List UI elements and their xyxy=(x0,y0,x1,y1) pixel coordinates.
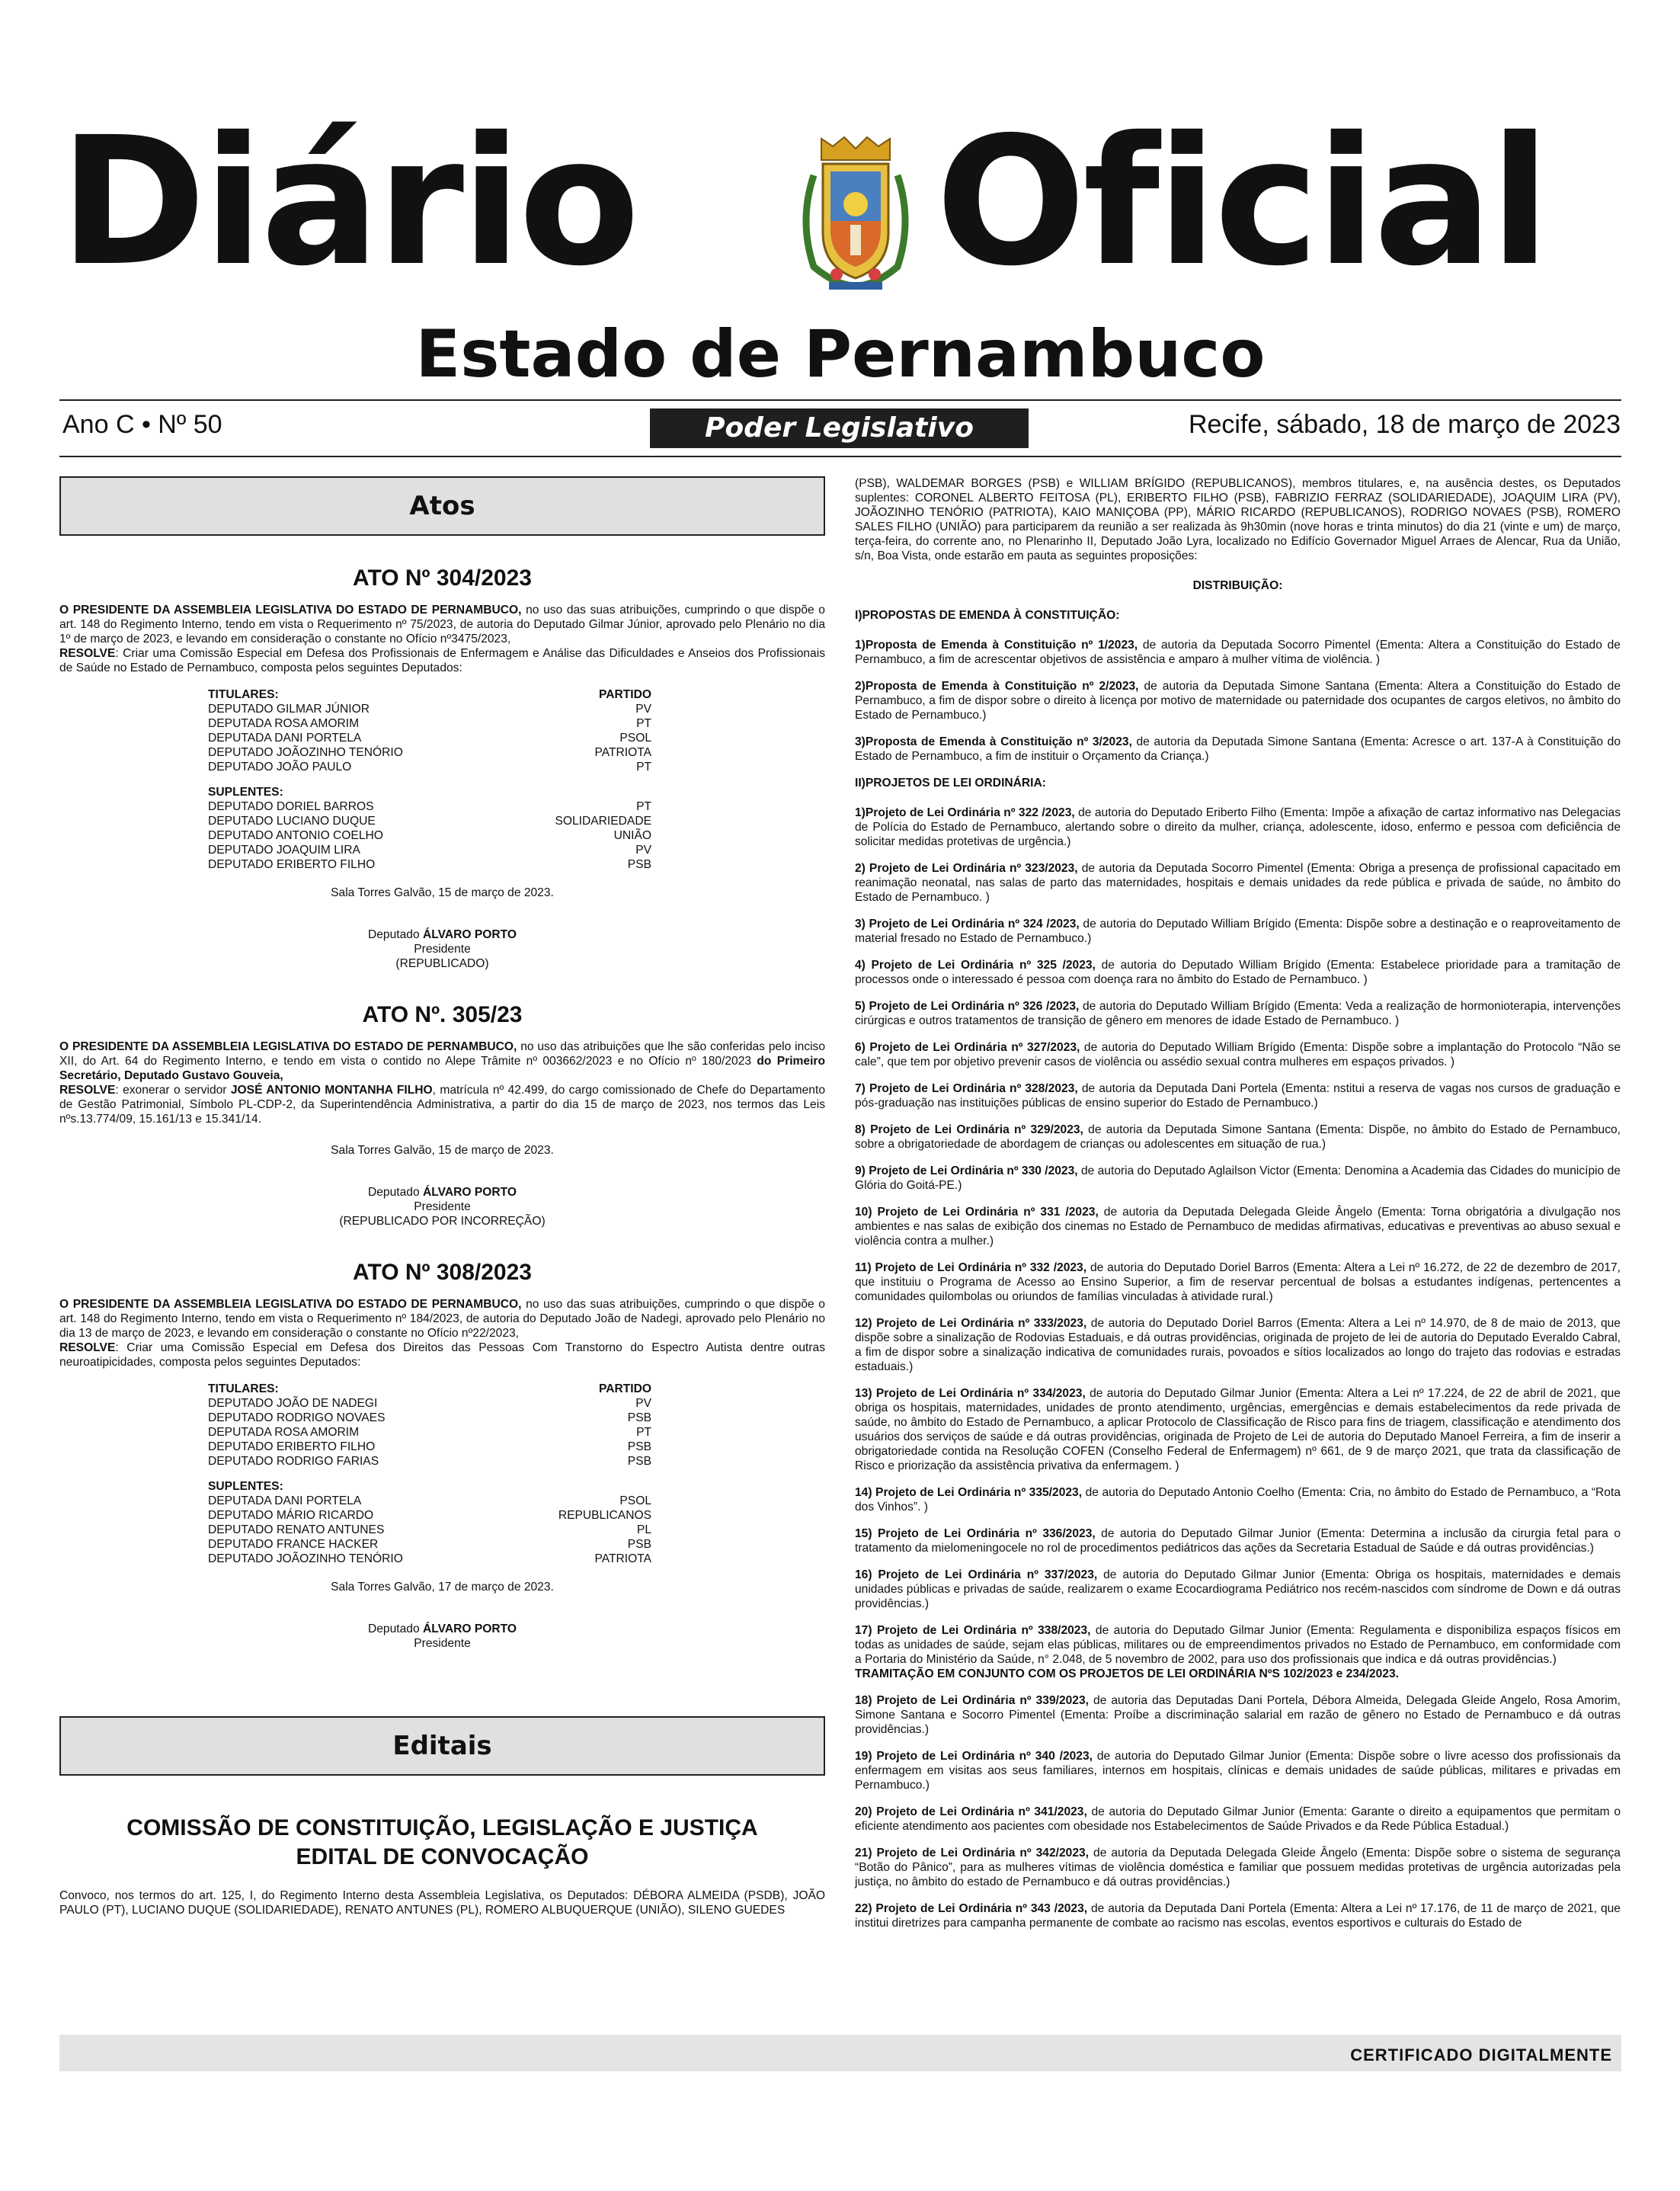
table-row xyxy=(208,702,651,716)
proposition-label: 21) Projeto de Lei Ordinária nº 342/2023, xyxy=(855,1847,1089,1859)
right-column xyxy=(855,476,1621,1943)
signature-role: Presidente xyxy=(414,1200,471,1213)
member-name: DEPUTADA ROSA AMORIM xyxy=(208,717,360,730)
ato-304-text: no uso das suas atribuições, cumprindo o que dispõe o art. 148 do Regimento Interno, tendo em vista o Requerimento nº 75/2023, de autoria do Deputado Gilmar Júnior, aprovado pelo Plenário no dia 1º de março de 2023, e levando em consideração o constante no Ofício nº3475/2023, xyxy=(59,604,825,645)
list-item xyxy=(855,806,1621,849)
masthead-title-part2: Oficial xyxy=(936,99,1547,305)
ato-305-preamble xyxy=(59,1039,825,1083)
table-row xyxy=(208,1454,651,1469)
proposition-text: de autoria do Deputado Gilmar Junior (Ementa: Dispõe sobre o livre acesso dos profissionais da enfermagem em visitas aos seus familiares, internos em hospitais, clínicas e demais unidades de saúde públicas, militares e privadas em Pernambuco.) xyxy=(855,1750,1621,1792)
list-item xyxy=(855,1316,1621,1374)
member-party: PT xyxy=(636,761,651,774)
edital-intro: Convoco, nos termos do art. 125, I, do Regimento Interno desta Assembleia Legislativa, os Deputados: DÉBORA ALMEIDA (PSDB), JOÃO PAULO (PT), LUCIANO DUQUE (SOLIDARIEDADE), RENATO ANTUNES (PL), ROMERO ALBUQUERQUE (UNIÃO), SILENO GUEDES xyxy=(59,1889,825,1917)
proposition-text: de autoria do Deputado Gilmar Junior (Ementa: Regulamenta e disponibiliza espaços físicos em todas as unidades de saúde, sejam elas públicas, militares ou de empreendimentos privados no Estado de Pernambuco, em conformidade com a Portaria do Ministério da Saúde, n° 2.048, de 5 novembro de 2002, para uso dos profissionais que indica e dá outras providências.) xyxy=(855,1624,1621,1666)
left-column xyxy=(59,476,825,1917)
servant-name: JOSÉ ANTONIO MONTANHA FILHO xyxy=(230,1084,433,1097)
table-row xyxy=(208,1494,651,1508)
ato-308-resolve xyxy=(59,1341,825,1369)
list-item xyxy=(855,1164,1621,1193)
proposition-label: 14) Projeto de Lei Ordinária nº 335/2023, xyxy=(855,1486,1083,1499)
ato-308-authority: O PRESIDENTE DA ASSEMBLEIA LEGISLATIVA DO ESTADO DE PERNAMBUCO, xyxy=(59,1298,522,1311)
joint-processing-note: TRAMITAÇÃO EM CONJUNTO COM OS PROJETOS DE LEI ORDINÁRIA NºS 102/2023 e 234/2023. xyxy=(855,1667,1399,1680)
proposition-text: de autoria do Deputado Aglailson Victor (Ementa: Denomina a Academia das Cidades do município de Glória do Goitá-PE.) xyxy=(855,1164,1621,1192)
proposition-label: 22) Projeto de Lei Ordinária nº 343 /2023, xyxy=(855,1902,1088,1915)
proposition-label: 3)Proposta de Emenda à Constituição nº 3/2023, xyxy=(855,735,1132,748)
proposition-text: de autoria do Deputado Gilmar Junior (Ementa: Determina a inclusão da cirurgia fetal para o tratamento da mielomeningocele no rol de procedimentos pediátricos das ações da Secretaria Estadual de Saúde e dá outras providências.) xyxy=(855,1527,1621,1555)
ato-304-signature xyxy=(59,927,825,942)
table-row xyxy=(208,1537,651,1552)
ato-308-members-table xyxy=(208,1382,651,1566)
ato-304-resolve-text: : Criar uma Comissão Especial em Defesa dos Profissionais de Enfermagem e Análise das Dificuldades e Anseios dos Profissionais de Saúde no Estado de Pernambuco, composta pelos seguintes Deputados: xyxy=(59,647,825,674)
list-item xyxy=(855,1901,1621,1930)
list-item xyxy=(855,735,1621,764)
list-item xyxy=(855,1526,1621,1555)
proposition-label: 13) Projeto de Lei Ordinária nº 334/2023, xyxy=(855,1387,1086,1400)
resolve-label: RESOLVE xyxy=(59,647,116,660)
edition-number: Ano C • Nº 50 xyxy=(62,410,222,439)
issue-date: Recife, sábado, 18 de março de 2023 xyxy=(1188,410,1621,439)
ato-304-note: (REPUBLICADO) xyxy=(395,957,489,970)
proposition-text: de autoria do Deputado Antonio Coelho (Ementa: Cria, no âmbito do Estado de Pernambuco, a “Rota dos Vinhos”. ) xyxy=(855,1486,1621,1514)
list-item xyxy=(855,1040,1621,1069)
partido-label: PARTIDO xyxy=(598,1382,651,1395)
proposition-text: de autoria do Deputado William Brígido (Ementa: Veda a realização de hormonioterapia, intervenções cirúrgicas e outros tratamentos de transição de gênero em menores de idade Estado de Pernambuco. ) xyxy=(855,1000,1621,1027)
table-row xyxy=(208,745,651,760)
table-row xyxy=(208,1396,651,1411)
table-row xyxy=(208,1411,651,1425)
proposition-label: 7) Projeto de Lei Ordinária nº 328/2023, xyxy=(855,1082,1078,1095)
ato-304-place-date: Sala Torres Galvão, 15 de março de 2023. xyxy=(331,886,554,899)
table-row xyxy=(208,1508,651,1523)
table-row xyxy=(208,731,651,745)
proposition-label: 5) Projeto de Lei Ordinária nº 326 /2023, xyxy=(855,1000,1080,1013)
proposition-text: de autoria do Deputado Gilmar Junior (Ementa: Garante o direito a equipamentos que permitam o eficiente atendimento aos pacientes com obesidade nos Estabelecimentos de Saúde Privados e da Rede Pública Estadual.) xyxy=(855,1805,1621,1833)
proposition-label: 2) Projeto de Lei Ordinária nº 323/2023, xyxy=(855,862,1078,875)
member-party: PSB xyxy=(627,1440,651,1453)
partido-label: PARTIDO xyxy=(598,688,651,701)
member-party: PSOL xyxy=(619,1494,651,1507)
signature-role: Presidente xyxy=(414,1637,471,1650)
member-party: PATRIOTA xyxy=(594,746,651,759)
edital-title-line2: EDITAL DE CONVOCAÇÃO xyxy=(296,1844,589,1869)
pl-list xyxy=(855,806,1621,1930)
ato-305-authority: O PRESIDENTE DA ASSEMBLEIA LEGISLATIVA DO ESTADO DE PERNAMBUCO, xyxy=(59,1040,517,1053)
suplentes-label: SUPLENTES: xyxy=(208,786,283,799)
list-item xyxy=(855,1123,1621,1152)
distribuicao-heading: DISTRIBUIÇÃO: xyxy=(1192,579,1283,592)
member-name: DEPUTADO FRANCE HACKER xyxy=(208,1538,379,1551)
proposition-label: 15) Projeto de Lei Ordinária nº 336/2023, xyxy=(855,1527,1096,1540)
ato-305-signature xyxy=(59,1185,825,1200)
header-rule-top xyxy=(59,399,1621,401)
list-item xyxy=(855,1260,1621,1304)
ato-308-title: ATO Nº 308/2023 xyxy=(353,1260,532,1285)
member-name: DEPUTADA ROSA AMORIM xyxy=(208,1426,360,1439)
proposition-label: 11) Projeto de Lei Ordinária nº 332 /2023, xyxy=(855,1261,1087,1274)
table-row xyxy=(208,760,651,774)
signature-prefix: Deputado xyxy=(367,928,420,941)
signature-name: ÁLVARO PORTO xyxy=(422,1622,517,1635)
list-item xyxy=(855,679,1621,722)
proposition-label: 3) Projeto de Lei Ordinária nº 324 /2023, xyxy=(855,918,1080,931)
ato-305-note: (REPUBLICADO POR INCORREÇÃO) xyxy=(339,1215,546,1228)
member-party: PSB xyxy=(627,858,651,871)
footer-bar xyxy=(59,2035,1621,2071)
ato-305-secretary: do Primeiro Secretário, Deputado Gustavo Gouveia, xyxy=(59,1055,825,1082)
proposition-text: de autoria da Deputada Socorro Pimentel (Ementa: Obriga a presença de profissional capacitado em reanimação neonatal, nas salas de parto das maternidades, hospitais e demais unidades da rede pública e privada de saúde, no âmbito do Estado de Pernambuco. ) xyxy=(855,862,1621,904)
proposition-text: de autoria do Deputado Eriberto Filho (Ementa: Impõe a afixação de cartaz informativo nas Delegacias de Polícia do Estado de Pernambuco, alertando sobre o direito da mulher, criança, adolescente, idoso, enfermo e pessoa com deficiência de solicitar medidas protetivas de urgência.) xyxy=(855,806,1621,848)
proposition-label: 2)Proposta de Emenda à Constituição nº 2/2023, xyxy=(855,680,1139,693)
proposition-text: de autoria das Deputadas Dani Portela, Débora Almeida, Delegada Gleide Angelo, Rosa Amorim, Simone Santana e Socorro Pimentel (Ementa: Proíbe a discriminação salarial em razão de gênero no Estado de Pernambuco e dá outras providências.) xyxy=(855,1694,1621,1736)
ato-304-resolve xyxy=(59,646,825,675)
member-party: PL xyxy=(636,1523,651,1536)
ato-305-resolve-text: : exonerar o servidor xyxy=(115,1084,227,1097)
table-row xyxy=(208,1552,651,1566)
edital-title-line1: COMISSÃO DE CONSTITUIÇÃO, LEGISLAÇÃO E JUSTIÇA xyxy=(126,1815,758,1840)
proposition-text: de autoria da Deputada Simone Santana (Ementa: Dispõe, no âmbito do Estado de Pernambuco, sobre a obrigatoriedade de abordagem de crianças ou adolescentes em situação de rua.) xyxy=(855,1123,1621,1151)
edital-continuation: (PSB), WALDEMAR BORGES (PSB) e WILLIAM BRÍGIDO (REPUBLICANOS), membros titulares, e, na ausência destes, os Deputados suplentes: CORONEL ALBERTO FEITOSA (PL), ERIBERTO FILHO (PSB), FABRIZIO FERRAZ (SOLIDARIEDADE), JOAQUIM LIRA (PV), JOÃOZINHO TENÓRIO (PATRIOTA), KAIO MANIÇOBA (PP), MÁRIO RICARDO (REPUBLICANOS), RODRIGO NOVAES (PSB), ROMERO SALES FILHO (UNIÃO) para participarem da reunião a ser realizada às 9h30min (nove horas e trinta minutos) do dia 21 (vinte e um) de março, terça-feira, do corrente ano, no Plenarinho II, Deputado João Lyra, localizado no Edifício Governador Miguel Arraes de Alencar, Rua da União, s/n, Boa Vista, onde estarão em pauta as seguintes proposições: xyxy=(855,477,1621,562)
table-row xyxy=(208,1440,651,1454)
proposition-label: 9) Projeto de Lei Ordinária nº 330 /2023, xyxy=(855,1164,1078,1177)
proposition-label: 16) Projeto de Lei Ordinária nº 337/2023, xyxy=(855,1568,1098,1581)
proposition-label: 17) Projeto de Lei Ordinária nº 338/2023, xyxy=(855,1624,1091,1637)
member-name: DEPUTADO DORIEL BARROS xyxy=(208,800,374,813)
edital-title xyxy=(59,1814,825,1872)
table-row xyxy=(208,814,651,828)
proposition-text: de autoria do Deputado Gilmar Junior (Ementa: Altera a Lei nº 17.224, de 22 de abril de 2021, que obriga os hospitais, maternidades, unidades de pronto atendimento, urgências, emergências e demais estabelecimentos da rede privada de saúde, no âmbito do Estado de Pernambuco, a aplicar Protocolo de Classificação de Risco para fins de triagem, classificação e atendimento dos usuários dos serviços de saúde e dá outras providências, originada de Projeto de Lei de autoria do Deputado Manoel Ferreira, a fim de inserir a obrigatoriedade contida na Resolução COFEN (Conselho Federal de Enfermagem) nº 661, de 9 de março 2021, que trata da classificação de Risco e priorização da assistência privativa da enfermagem. ) xyxy=(855,1387,1621,1472)
proposition-text: de autoria da Deputada Simone Santana (Ementa: Altera a Constituição do Estado de Pernambuco, a fim de dispor sobre o direito à licença por motivo de maternidade ou paternidade dos ocupantes de cargos eletivos, no âmbito do Estado de Pernambuco.) xyxy=(855,680,1621,722)
member-name: DEPUTADO JOÃOZINHO TENÓRIO xyxy=(208,746,403,759)
list-item xyxy=(855,1749,1621,1792)
certificado-label: CERTIFICADO DIGITALMENTE xyxy=(1350,2045,1612,2064)
member-name: DEPUTADO ERIBERTO FILHO xyxy=(208,1440,376,1453)
member-party: UNIÃO xyxy=(613,829,651,842)
list-item xyxy=(855,1805,1621,1834)
proposition-label: 19) Projeto de Lei Ordinária nº 340 /2023, xyxy=(855,1750,1093,1763)
signature-name: ÁLVARO PORTO xyxy=(422,1186,517,1199)
proposition-label: 1)Proposta de Emenda à Constituição nº 1/2023, xyxy=(855,639,1138,652)
proposition-text: de autoria da Deputada Dani Portela (Ementa: nstitui a reserva de vagas nos cursos de graduação e pós-graduação nas instituições públicas de ensino superior do Estado de Pernambuco.) xyxy=(855,1082,1621,1110)
resolve-label: RESOLVE xyxy=(59,1341,116,1354)
member-party: SOLIDARIEDADE xyxy=(555,815,651,828)
member-party: PATRIOTA xyxy=(594,1552,651,1565)
coat-of-arms-emblem xyxy=(783,130,928,297)
list-item xyxy=(855,1485,1621,1514)
list-item xyxy=(855,999,1621,1028)
member-name: DEPUTADO MÁRIO RICARDO xyxy=(208,1509,374,1522)
table-row xyxy=(208,828,651,843)
member-party: PSB xyxy=(627,1411,651,1424)
member-name: DEPUTADO RODRIGO NOVAES xyxy=(208,1411,386,1424)
member-party: PV xyxy=(635,703,651,716)
proposition-label: 8) Projeto de Lei Ordinária nº 329/2023, xyxy=(855,1123,1083,1136)
table-row xyxy=(208,843,651,857)
masthead-state: Estado de Pernambuco xyxy=(415,316,1266,392)
member-name: DEPUTADO GILMAR JÚNIOR xyxy=(208,703,370,716)
ato-305-title: ATO Nº. 305/23 xyxy=(362,1002,523,1027)
member-name: DEPUTADO JOÃO PAULO xyxy=(208,761,352,774)
list-item xyxy=(855,638,1621,667)
proposition-text: de autoria do Deputado Gilmar Junior (Ementa: Obriga os hospitais, maternidades e demais unidades públicas e privadas de saúde, realizarem o exame Ecocardiograma Pediátrico nos recém-nascidos com síndrome de Down e dá outras providências.) xyxy=(855,1568,1621,1610)
member-party: PSB xyxy=(627,1538,651,1551)
branch-label: Poder Legislativo xyxy=(650,408,1029,448)
member-party: REPUBLICANOS xyxy=(558,1509,651,1522)
proposition-text: de autoria da Deputada Delegada Gleide Ângelo (Ementa: Dispõe sobre o sistema de segurança “Botão do Pânico”, para as mulheres vítimas de violência doméstica e familiar que possuem medidas protetivas de urgência autorizadas pela justiça, no âmbito do estado de Pernambuco e dá outras providências.) xyxy=(855,1847,1621,1888)
ato-305-place-date: Sala Torres Galvão, 15 de março de 2023. xyxy=(331,1144,554,1157)
ato-308-resolve-text: : Criar uma Comissão Especial em Defesa dos Direitos das Pessoas Com Transtorno do Espectro Autista dentre outras neuroatipicidades, composta pelos seguintes Deputados: xyxy=(59,1341,825,1369)
list-item xyxy=(855,1205,1621,1248)
member-name: DEPUTADO ERIBERTO FILHO xyxy=(208,858,376,871)
list-item xyxy=(855,1846,1621,1889)
list-item xyxy=(855,917,1621,946)
proposition-text: de autoria do Deputado William Brígido (Ementa: Estabelece prioridade para a tramitação de processos onde o interessado é pessoa com doença rara no âmbito do Estado de Pernambuco. ) xyxy=(855,959,1621,986)
member-name: DEPUTADA DANI PORTELA xyxy=(208,732,362,745)
proposition-text: de autoria do Deputado William Brígido (Ementa: Dispõe sobre a destinação e o reaproveitamento de material fresado no Estado de Pernambuco.) xyxy=(855,918,1621,945)
table-row xyxy=(208,857,651,872)
signature-prefix: Deputado xyxy=(367,1622,420,1635)
proposition-label: 20) Projeto de Lei Ordinária nº 341/2023, xyxy=(855,1805,1087,1818)
table-row xyxy=(208,1425,651,1440)
table-row xyxy=(208,716,651,731)
proposition-text: de autoria da Deputada Delegada Gleide Ângelo (Ementa: Torna obrigatória a divulgação nos ambientes e nas salas de exibição dos cinemas no Estado de Pernambuco de medidas afirmativas, educativas e preventivas ao abuso sexual e violência contra a mulher.) xyxy=(855,1206,1621,1248)
table-row xyxy=(208,1523,651,1537)
ato-308-signature xyxy=(59,1622,825,1636)
pec-heading: I)PROPOSTAS DE EMENDA À CONSTITUIÇÃO: xyxy=(855,609,1120,622)
list-item xyxy=(855,861,1621,905)
ato-304-preamble xyxy=(59,603,825,646)
titulares-label: TITULARES: xyxy=(208,688,279,701)
ato-305-resolve-text2: , matrícula nº 42.499, do cargo comissionado de Chefe do Departamento de Gestão Patrimonial, Símbolo PL-CDP-2, da Superintendência Administrativa, a partir do dia 15 de março de 2023, nos termos das Leis nºs.13.774/09, 15.161/13 e 15.341/14. xyxy=(59,1084,825,1126)
proposition-label: 12) Projeto de Lei Ordinária nº 333/2023, xyxy=(855,1317,1087,1330)
masthead xyxy=(59,99,1621,392)
signature-name: ÁLVARO PORTO xyxy=(422,928,517,941)
proposition-text: de autoria da Deputada Simone Santana (Ementa: Acresce o art. 137-A à Constituição do Estado de Pernambuco, a fim de instituir o Orçamento da Criança.) xyxy=(855,735,1621,763)
header-rule-bottom xyxy=(59,456,1621,457)
member-name: DEPUTADO RODRIGO FARIAS xyxy=(208,1455,379,1468)
member-party: PT xyxy=(636,800,651,813)
member-party: PSOL xyxy=(619,732,651,745)
suplentes-label: SUPLENTES: xyxy=(208,1480,283,1493)
table-row xyxy=(208,799,651,814)
member-name: DEPUTADO RENATO ANTUNES xyxy=(208,1523,385,1536)
signature-prefix: Deputado xyxy=(367,1186,420,1199)
pl-heading: II)PROJETOS DE LEI ORDINÁRIA: xyxy=(855,777,1046,790)
proposition-label: 18) Projeto de Lei Ordinária nº 339/2023, xyxy=(855,1694,1089,1707)
member-party: PT xyxy=(636,1426,651,1439)
list-item xyxy=(855,1386,1621,1473)
proposition-text: de autoria da Deputada Dani Portela (Ementa: Altera a Lei nº 17.176, de 11 de março de 2021, que institui diretrizes para campanha permanente de combate ao racismo nas escolas, eventos esportivos e culturais do Estado de xyxy=(855,1902,1621,1930)
proposition-label: 10) Projeto de Lei Ordinária nº 331 /2023, xyxy=(855,1206,1099,1219)
section-atos: Atos xyxy=(59,476,825,536)
proposition-label: 1)Projeto de Lei Ordinária nº 322 /2023, xyxy=(855,806,1075,819)
ato-305-text: no uso das atribuições que lhe são conferidas pelo inciso XII, do Art. 64 do Regimento Interno, e tendo em vista o contido no Alepe Trâmite nº 003662/2023 e no Ofício nº 180/2023 xyxy=(59,1040,825,1068)
member-name: DEPUTADO JOAQUIM LIRA xyxy=(208,844,360,857)
signature-role: Presidente xyxy=(414,943,471,956)
member-name: DEPUTADO LUCIANO DUQUE xyxy=(208,815,376,828)
ato-304-authority: O PRESIDENTE DA ASSEMBLEIA LEGISLATIVA DO ESTADO DE PERNAMBUCO, xyxy=(59,604,522,617)
member-party: PT xyxy=(636,717,651,730)
proposition-text: de autoria do Deputado William Brígido (Ementa: Dispõe sobre a implantação do Protocolo “Não se cale”, que tem por objetivo prevenir casos de violência ou assédio sexual contra mulheres em espaços privados. ) xyxy=(855,1041,1621,1068)
ato-304-members-table xyxy=(208,687,651,872)
list-item xyxy=(855,1623,1621,1681)
member-party: PV xyxy=(635,844,651,857)
ato-305-resolve xyxy=(59,1083,825,1126)
section-editais: Editais xyxy=(59,1716,825,1776)
member-party: PV xyxy=(635,1397,651,1410)
list-item xyxy=(855,1693,1621,1737)
member-party: PSB xyxy=(627,1455,651,1468)
resolve-label: RESOLVE xyxy=(59,1084,116,1097)
member-name: DEPUTADO ANTONIO COELHO xyxy=(208,829,383,842)
list-item xyxy=(855,1568,1621,1611)
member-name: DEPUTADO JOÃO DE NADEGI xyxy=(208,1397,378,1410)
list-item xyxy=(855,1081,1621,1110)
titulares-label: TITULARES: xyxy=(208,1382,279,1395)
proposition-text: de autoria da Deputada Socorro Pimentel (Ementa: Altera a Constituição do Estado de Pernambuco, a fim de acrescentar objetivos de assistência e amparo à mulher vítima de violência. ) xyxy=(855,639,1621,666)
member-name: DEPUTADA DANI PORTELA xyxy=(208,1494,362,1507)
masthead-title-part1: Diário xyxy=(59,99,637,305)
ato-308-text: no uso das suas atribuições, cumprindo o que dispõe o art. 148 do Regimento Interno, tendo em vista o Requerimento nº 184/2023, de autoria do Deputado João de Nadegi, aprovado pelo Plenário no dia 13 de março de 2023, e levando em consideração o constante no Ofício nº22/2023, xyxy=(59,1298,825,1340)
ato-304-title: ATO Nº 304/2023 xyxy=(353,565,532,591)
proposition-label: 6) Projeto de Lei Ordinária nº 327/2023, xyxy=(855,1041,1080,1054)
pec-list xyxy=(855,638,1621,764)
list-item xyxy=(855,958,1621,987)
ato-308-place-date: Sala Torres Galvão, 17 de março de 2023. xyxy=(331,1581,554,1594)
member-name: DEPUTADO JOÃOZINHO TENÓRIO xyxy=(208,1552,403,1565)
proposition-text: de autoria do Deputado Doriel Barros (Ementa: Altera a Lei nº 16.272, de 22 de dezembro de 2017, que instituiu o Programa de Acesso ao Ensino Superior, a fim de reservar percentual de bolsas a estudantes indígenas, pertencentes a comunidades quilombolas ou oriundos de famílias vinculadas à atividade rural.) xyxy=(855,1261,1621,1303)
proposition-label: 4) Projeto de Lei Ordinária nº 325 /2023, xyxy=(855,959,1096,972)
ato-308-preamble xyxy=(59,1297,825,1341)
proposition-text: de autoria do Deputado Doriel Barros (Ementa: Altera a Lei nº 14.970, de 8 de maio de 2013, que dispõe sobre a sinalização de Rodovias Estaduais, e dá outras providências, originada de projeto de lei de autoria do Deputado Everaldo Cabral, a fim de dispor sobre a sinalização indicativa de comunidades rurais, povoados e sítios localizados ao longo do trajeto das rodovias e estradas estaduais.) xyxy=(855,1317,1621,1373)
